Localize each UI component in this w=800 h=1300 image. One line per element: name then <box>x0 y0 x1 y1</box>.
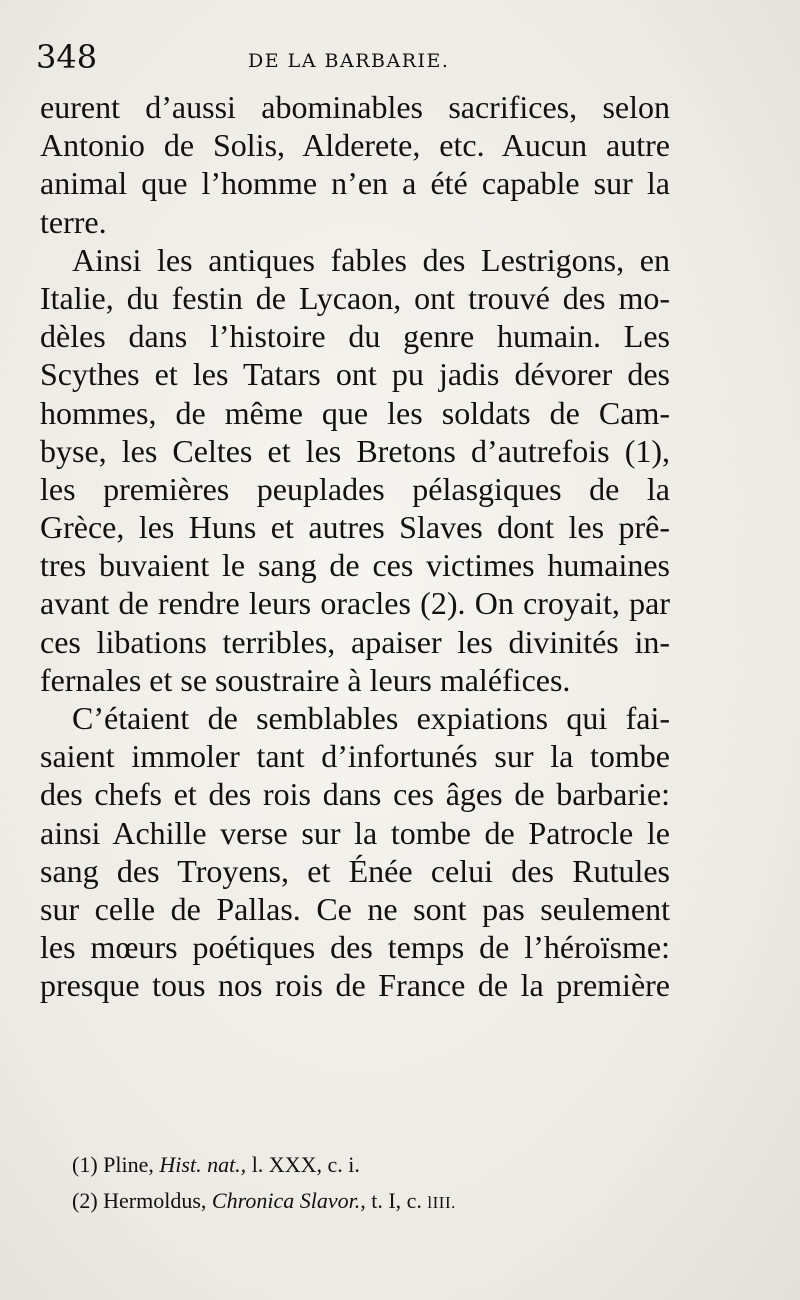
footnotes <box>72 1148 672 1220</box>
text-line: sur celle de Pallas. Ce ne sont pas seulement <box>40 890 670 927</box>
text-line: les mœurs poétiques des temps de l’héroïsme: <box>40 929 670 966</box>
text-line: Italie, du festin de Lycaon, ont trouvé des mo- <box>40 279 670 316</box>
text-line: Scythes et les Tatars ont pu jadis dévorer des <box>40 356 670 393</box>
text-line: avant de rendre leurs oracles (2). On croyait, par <box>40 585 670 622</box>
text-line: terre. <box>40 203 107 240</box>
text-line: animal que l’homme n’en a été capable sur la <box>40 165 670 202</box>
footnote <box>72 1184 672 1220</box>
footnote-author: Pline, <box>103 1152 154 1177</box>
text-line: presque tous nos rois de France de la première <box>40 967 670 1004</box>
text-line: sang des Troyens, et Énée celui des Rutules <box>40 852 670 889</box>
footnote-ref: l. XXX, c. i. <box>251 1152 360 1177</box>
text-line: Antonio de Solis, Alderete, etc. Aucun autre <box>40 127 670 164</box>
body-text <box>40 88 670 1005</box>
running-head <box>36 38 736 88</box>
text-line: saient immoler tant d’infortunés sur la tombe <box>40 738 670 775</box>
text-line: ces libations terribles, apaiser les divinités in- <box>40 623 670 660</box>
text-line: des chefs et des rois dans ces âges de barbarie: <box>40 776 670 813</box>
footnote-marker: (2) <box>72 1188 98 1213</box>
footnote-author: Hermoldus, <box>103 1188 207 1213</box>
text-line: dèles dans l’histoire du genre humain. Les <box>40 318 670 355</box>
text-line: Grèce, les Huns et autres Slaves dont les prê- <box>40 509 670 546</box>
footnote-ref-smallcaps: lIII. <box>427 1193 456 1212</box>
footnote-ref: t. I, c. <box>371 1188 422 1213</box>
text-line: C’étaient de semblables expiations qui fai- <box>72 700 670 736</box>
text-line: fernales et se soustraire à leurs maléfices. <box>40 661 571 698</box>
running-title: DE LA BARBARIE. <box>248 50 450 72</box>
text-line: hommes, de même que les soldats de Cam- <box>40 394 670 431</box>
footnote-separator <box>40 1112 670 1113</box>
text-line: byse, les Celtes et les Bretons d’autrefois (1), <box>40 432 670 469</box>
text-line: tres buvaient le sang de ces victimes humaines <box>40 547 670 584</box>
footnote-title: Hist. nat., <box>159 1152 247 1177</box>
text-line: ainsi Achille verse sur la tombe de Patrocle le <box>40 814 670 851</box>
text-line: eurent d’aussi abominables sacrifices, selon <box>40 89 670 125</box>
page-number: 348 <box>36 38 98 76</box>
text-line: Ainsi les antiques fables des Lestrigons, en <box>72 241 670 278</box>
footnote <box>72 1148 672 1184</box>
footnote-marker: (1) <box>72 1152 98 1177</box>
text-line: les premières peuplades pélasgiques de la <box>40 470 670 507</box>
footnote-title: Chronica Slavor., <box>211 1188 366 1213</box>
